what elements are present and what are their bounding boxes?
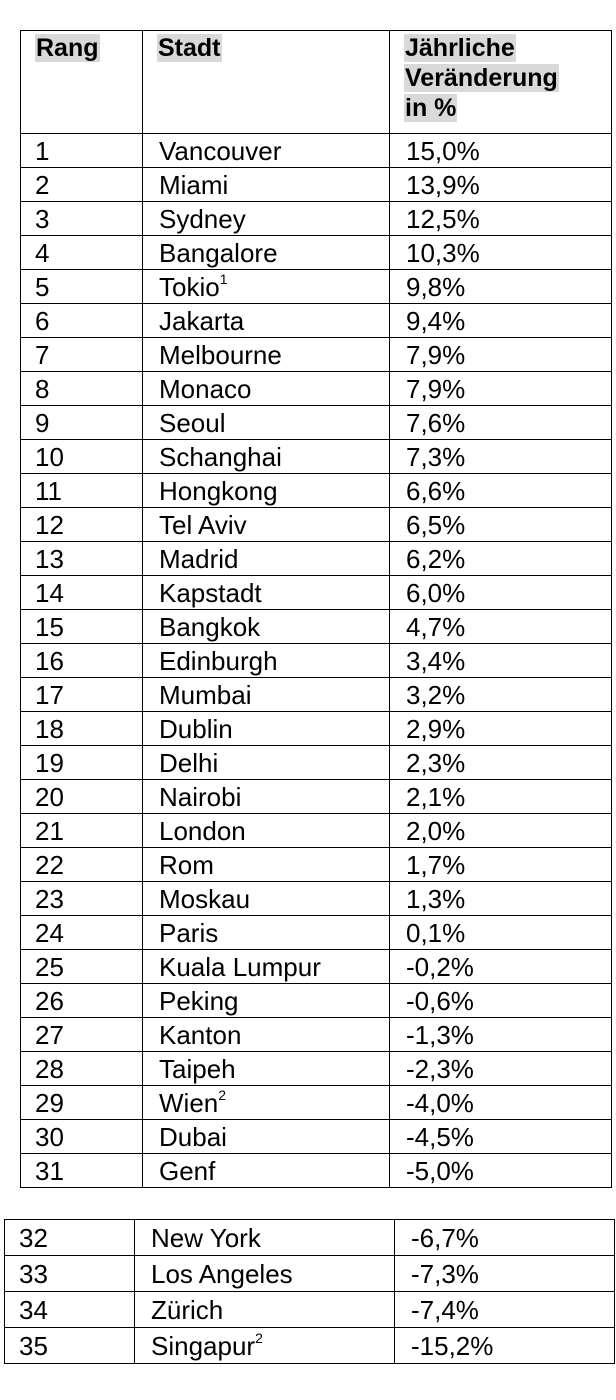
change-cell: -5,0% xyxy=(390,1154,612,1188)
city-name: Nairobi xyxy=(159,781,242,812)
table-row xyxy=(5,1328,615,1364)
city-name: Kanton xyxy=(159,1019,242,1050)
city-cell xyxy=(143,950,390,984)
city-cell xyxy=(143,610,390,644)
rank-cell: 20 xyxy=(21,780,143,814)
change-cell: 6,0% xyxy=(390,576,612,610)
city-name: Dubai xyxy=(159,1121,227,1152)
city-name: Wien xyxy=(159,1087,219,1118)
rank-cell: 29 xyxy=(21,1086,143,1120)
rank-cell: 33 xyxy=(5,1256,135,1292)
city-name: Bangkok xyxy=(159,611,261,642)
rank-cell: 26 xyxy=(21,984,143,1018)
rank-cell: 16 xyxy=(21,644,143,678)
header-city xyxy=(143,31,390,134)
change-cell: 1,3% xyxy=(390,882,612,916)
rank-cell: 34 xyxy=(5,1292,135,1328)
rank-cell: 8 xyxy=(21,372,143,406)
table-row xyxy=(21,338,612,372)
table-row xyxy=(21,644,612,678)
table-row xyxy=(21,882,612,916)
city-cell xyxy=(143,338,390,372)
rank-cell: 30 xyxy=(21,1120,143,1154)
city-name: Vancouver xyxy=(159,135,282,166)
city-cell xyxy=(143,372,390,406)
city-name: Zürich xyxy=(151,1294,224,1325)
change-cell: 7,3% xyxy=(390,440,612,474)
city-cell xyxy=(143,202,390,236)
table-row xyxy=(21,814,612,848)
city-name: Taipeh xyxy=(159,1053,236,1084)
rank-cell: 12 xyxy=(21,508,143,542)
table-row xyxy=(21,780,612,814)
city-cell xyxy=(143,1120,390,1154)
table-row xyxy=(21,950,612,984)
table-row xyxy=(21,678,612,712)
city-cell xyxy=(143,814,390,848)
rank-cell: 17 xyxy=(21,678,143,712)
city-cell xyxy=(143,984,390,1018)
city-cell xyxy=(135,1328,395,1364)
change-cell: 1,7% xyxy=(390,848,612,882)
city-cell xyxy=(143,508,390,542)
city-cell xyxy=(143,406,390,440)
city-name: Singapur xyxy=(151,1330,256,1361)
city-cell xyxy=(143,168,390,202)
table-row xyxy=(21,1120,612,1154)
change-cell: -4,5% xyxy=(390,1120,612,1154)
rank-cell: 3 xyxy=(21,202,143,236)
rank-cell: 32 xyxy=(5,1220,135,1256)
city-name: Melbourne xyxy=(159,339,282,370)
table-row xyxy=(5,1220,615,1256)
rank-cell: 13 xyxy=(21,542,143,576)
rank-cell: 31 xyxy=(21,1154,143,1188)
city-ranking-table-continued-body xyxy=(5,1220,615,1364)
city-cell xyxy=(143,1154,390,1188)
rank-cell: 24 xyxy=(21,916,143,950)
table-row xyxy=(21,984,612,1018)
table-row xyxy=(21,406,612,440)
table-row xyxy=(21,168,612,202)
rank-cell: 14 xyxy=(21,576,143,610)
city-name: Edinburgh xyxy=(159,645,278,676)
city-name: Tel Aviv xyxy=(159,509,247,540)
table-row xyxy=(21,1154,612,1188)
city-cell xyxy=(143,1086,390,1120)
rank-cell: 15 xyxy=(21,610,143,644)
rank-cell: 27 xyxy=(21,1018,143,1052)
change-cell: -4,0% xyxy=(390,1086,612,1120)
change-cell: -7,3% xyxy=(395,1256,615,1292)
rank-cell: 23 xyxy=(21,882,143,916)
rank-cell: 28 xyxy=(21,1052,143,1086)
city-name: Kuala Lumpur xyxy=(159,951,321,982)
change-cell: 3,4% xyxy=(390,644,612,678)
header-change-line-2: Veränderung xyxy=(405,64,558,92)
city-name: Jakarta xyxy=(159,305,245,336)
city-cell xyxy=(143,542,390,576)
city-cell xyxy=(143,1018,390,1052)
city-name: Paris xyxy=(159,917,219,948)
city-name: Genf xyxy=(159,1155,216,1186)
city-name: Miami xyxy=(159,169,229,200)
rank-cell: 4 xyxy=(21,236,143,270)
table-row xyxy=(21,746,612,780)
city-name: Sydney xyxy=(159,203,246,234)
change-cell: 10,3% xyxy=(390,236,612,270)
change-cell: -6,7% xyxy=(395,1220,615,1256)
change-cell: 0,1% xyxy=(390,916,612,950)
city-name: Los Angeles xyxy=(151,1258,293,1289)
change-cell: -0,2% xyxy=(390,950,612,984)
table-row xyxy=(21,712,612,746)
city-name: Bangalore xyxy=(159,237,278,268)
rank-cell: 21 xyxy=(21,814,143,848)
city-cell xyxy=(143,916,390,950)
footnote-marker: 2 xyxy=(255,1329,263,1346)
table-row xyxy=(5,1256,615,1292)
city-cell xyxy=(143,678,390,712)
table-row xyxy=(21,304,612,338)
table-row xyxy=(21,576,612,610)
city-cell xyxy=(143,882,390,916)
change-cell: -15,2% xyxy=(395,1328,615,1364)
change-cell: 9,8% xyxy=(390,270,612,304)
table-row xyxy=(21,372,612,406)
change-cell: 3,2% xyxy=(390,678,612,712)
header-rank xyxy=(21,31,143,134)
city-cell xyxy=(135,1220,395,1256)
city-name: Hongkong xyxy=(159,475,278,506)
rank-cell: 6 xyxy=(21,304,143,338)
change-cell: 12,5% xyxy=(390,202,612,236)
rank-cell: 22 xyxy=(21,848,143,882)
city-cell xyxy=(143,270,390,304)
table-row xyxy=(21,270,612,304)
rank-cell: 10 xyxy=(21,440,143,474)
change-cell: 9,4% xyxy=(390,304,612,338)
header-change xyxy=(390,31,612,134)
change-cell: 6,2% xyxy=(390,542,612,576)
city-name: Moskau xyxy=(159,883,251,914)
table-row xyxy=(21,1052,612,1086)
change-cell: 2,0% xyxy=(390,814,612,848)
city-name: Delhi xyxy=(159,747,219,778)
change-cell: 4,7% xyxy=(390,610,612,644)
city-ranking-table-body xyxy=(21,31,612,1188)
city-cell xyxy=(143,134,390,168)
change-cell: 2,9% xyxy=(390,712,612,746)
table-row xyxy=(21,610,612,644)
table-row xyxy=(21,542,612,576)
table-row xyxy=(5,1292,615,1328)
table-row xyxy=(21,440,612,474)
change-cell: 7,9% xyxy=(390,372,612,406)
city-name: Mumbai xyxy=(159,679,252,710)
city-cell xyxy=(143,236,390,270)
city-name: Rom xyxy=(159,849,214,880)
city-ranking-table-continued xyxy=(4,1219,615,1364)
table-row xyxy=(21,202,612,236)
city-cell xyxy=(143,1052,390,1086)
table-row xyxy=(21,848,612,882)
table-row xyxy=(21,916,612,950)
city-cell xyxy=(143,746,390,780)
change-cell: 7,6% xyxy=(390,406,612,440)
header-change-line-3: in % xyxy=(405,94,457,122)
rank-cell: 7 xyxy=(21,338,143,372)
city-name: Kapstadt xyxy=(159,577,262,608)
change-cell: 2,1% xyxy=(390,780,612,814)
change-cell: 6,6% xyxy=(390,474,612,508)
city-cell xyxy=(143,440,390,474)
change-cell: 6,5% xyxy=(390,508,612,542)
change-cell: 7,9% xyxy=(390,338,612,372)
header-city-label: Stadt xyxy=(158,34,221,62)
city-cell xyxy=(143,712,390,746)
change-cell: 15,0% xyxy=(390,134,612,168)
city-name: Tokio xyxy=(159,271,220,302)
rank-cell: 5 xyxy=(21,270,143,304)
table-row xyxy=(21,508,612,542)
header-change-line-1: Jährliche xyxy=(405,34,515,62)
city-cell xyxy=(135,1256,395,1292)
change-cell: -2,3% xyxy=(390,1052,612,1086)
header-rank-label: Rang xyxy=(36,34,99,62)
city-cell xyxy=(143,780,390,814)
city-name: London xyxy=(159,815,246,846)
city-name: Peking xyxy=(159,985,239,1016)
rank-cell: 18 xyxy=(21,712,143,746)
change-cell: 13,9% xyxy=(390,168,612,202)
city-cell xyxy=(143,848,390,882)
change-cell: -1,3% xyxy=(390,1018,612,1052)
city-cell xyxy=(143,576,390,610)
rank-cell: 11 xyxy=(21,474,143,508)
city-cell xyxy=(143,474,390,508)
table-row xyxy=(21,236,612,270)
city-name: Dublin xyxy=(159,713,233,744)
footnote-marker: 1 xyxy=(219,270,228,287)
table-header-row xyxy=(21,31,612,134)
table-row xyxy=(21,1018,612,1052)
city-name: Monaco xyxy=(159,373,252,404)
change-cell: 2,3% xyxy=(390,746,612,780)
rank-cell: 25 xyxy=(21,950,143,984)
city-name: Madrid xyxy=(159,543,239,574)
city-name: Seoul xyxy=(159,407,226,438)
change-cell: -0,6% xyxy=(390,984,612,1018)
rank-cell: 19 xyxy=(21,746,143,780)
rank-cell: 1 xyxy=(21,134,143,168)
change-cell: -7,4% xyxy=(395,1292,615,1328)
table-row xyxy=(21,1086,612,1120)
city-cell xyxy=(135,1292,395,1328)
rank-cell: 9 xyxy=(21,406,143,440)
city-ranking-table xyxy=(20,30,612,1188)
table-row xyxy=(21,474,612,508)
city-cell xyxy=(143,644,390,678)
city-name: New York xyxy=(151,1222,261,1253)
rank-cell: 2 xyxy=(21,168,143,202)
table-row xyxy=(21,134,612,168)
footnote-marker: 2 xyxy=(218,1086,227,1103)
rank-cell: 35 xyxy=(5,1328,135,1364)
city-name: Schanghai xyxy=(159,441,282,472)
city-cell xyxy=(143,304,390,338)
